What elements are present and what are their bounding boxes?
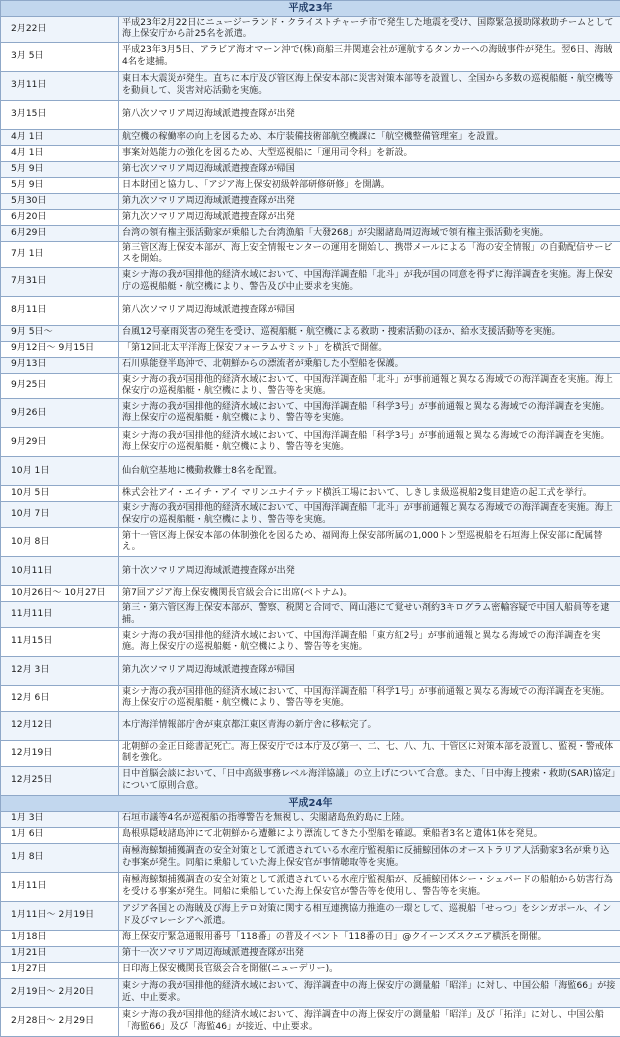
- event-description: アジア各国との海賊及び海上テロ対策に関する相互連携協力推進の一環として、巡視船「せっつ」をシンガポール、インド及びマレーシアへ派遣。: [119, 901, 620, 930]
- year-header-row: [1, 795, 620, 811]
- event-date: 1月18日: [1, 930, 119, 946]
- event-description: 日印海上保安機関長官級会合を開催(ニューデリー)。: [119, 962, 620, 978]
- event-description: 第十次ソマリア周辺海域派遣捜査隊が出発: [119, 557, 620, 586]
- table-row: [1, 457, 620, 486]
- event-description: 台湾の領有権主張活動家が乗船した台湾漁船「大發268」が尖閣諸島周辺海域で領有権主張活動を実施。: [119, 225, 620, 241]
- event-date: 3月 5日: [1, 42, 119, 71]
- event-description: 航空機の稼働率の向上を図るため、本庁装備技術部航空機課に「航空機整備管理室」を設置。: [119, 129, 620, 145]
- event-description: 石川県能登半島沖で、北朝鮮からの漂流者が乗船した小型船を保護。: [119, 357, 620, 373]
- table-row: [1, 766, 620, 795]
- event-description: 第十一管区海上保安本部の体制強化を図るため、福岡海上保安部所属の1,000トン型巡視船を石垣海上保安部に配属替え。: [119, 528, 620, 557]
- event-description: 東シナ海の我が国排他的経済水域において、中国海洋調査船「北斗」が我が国の同意を得ずに海洋調査を実施。海上保安庁の巡視船艇・航空機により、警告及び中止要求を実施。: [119, 267, 620, 296]
- event-date: 12月12日: [1, 711, 119, 740]
- event-date: 6月29日: [1, 225, 119, 241]
- table-row: [1, 225, 620, 241]
- event-description: 南極海鯨類捕獲調査の安全対策として派遣されている水産庁監視船が、反捕鯨団体シー・シェパードの船舶から妨害行為を受ける事案が発生。同船に乗船していた海上保安官が警告等を使用し、警告等を実施。: [119, 872, 620, 901]
- table-row: [1, 42, 620, 71]
- event-description: 島根県隠岐諸島沖にて北朝鮮から遭難により漂流してきた小型船を確認。乗船者3名と遺体1体を発見。: [119, 827, 620, 843]
- event-description: 第7回アジア海上保安機関長官級会合に出席(ベトナム)。: [119, 586, 620, 602]
- event-date: 1月11日～ 2月19日: [1, 901, 119, 930]
- event-description: 平成23年2月22日にニュージーランド・クライストチャーチ市で発生した地震を受け、国際緊急援助隊救助チームとして海上保安庁から計25名を派遣。: [119, 17, 620, 43]
- event-description: 第八次ソマリア周辺海域派遣捜査隊が出発: [119, 100, 620, 129]
- table-row: [1, 17, 620, 43]
- event-description: 東シナ海の我が国排他的経済水域において、中国海洋調査船「科学3号」が事前通報と異なる海域での海洋調査を実施。海上保安庁の巡視船艇・航空機により、警告等を実施。: [119, 428, 620, 457]
- table-row: [1, 373, 620, 399]
- table-row: [1, 946, 620, 962]
- event-description: 東シナ海の我が国排他的経済水域において、海洋調査中の海上保安庁の測量船「昭洋」に対し、中国公船「海監66」が接近、中止要求。: [119, 978, 620, 1007]
- year-header: 平成24年: [1, 795, 620, 811]
- event-description: 海上保安庁緊急通報用番号「118番」の普及イベント「118番の日」@クイーンズスクエア横浜を開催。: [119, 930, 620, 946]
- event-description: 第八次ソマリア周辺海域派遣捜査隊が帰国: [119, 296, 620, 325]
- table-row: [1, 399, 620, 428]
- event-date: 1月21日: [1, 946, 119, 962]
- event-date: 12月 6日: [1, 686, 119, 712]
- event-description: 東シナ海の我が国排他的経済水域において、中国海洋調査船「北斗」が事前通報と異なる海域での海洋調査を実施。海上保安庁の巡視船艇・航空機により、警告等を実施。: [119, 373, 620, 399]
- event-date: 5月 9日: [1, 177, 119, 193]
- event-description: 第三・第六管区海上保安本部が、警察、税関と合同で、岡山港にて覚せい剤約3キログラム密輸容疑で中国人船員等を逮捕。: [119, 602, 620, 628]
- table-row: [1, 872, 620, 901]
- table-row: [1, 296, 620, 325]
- table-row: [1, 428, 620, 457]
- event-date: 4月 1日: [1, 129, 119, 145]
- event-description: 日中首脳会談において、「日中高級事務レベル海洋協議」の立上げについて合意。また、「日中海上捜索・救助(SAR)協定」について原則合意。: [119, 766, 620, 795]
- table-row: [1, 930, 620, 946]
- table-row: [1, 557, 620, 586]
- table-row: [1, 602, 620, 628]
- event-date: 8月11日: [1, 296, 119, 325]
- event-description: 平成23年3月5日、アラビア海オマーン沖で(株)商船三井関連会社が運航するタンカーへの海賊事件が発生。翌6日、海賊4名を逮捕。: [119, 42, 620, 71]
- event-description: 第三管区海上保安本部が、海上安全情報センターの運用を開始し、携帯メールによる「海の安全情報」の自動配信サービスを開始。: [119, 241, 620, 267]
- table-row: [1, 161, 620, 177]
- table-row: [1, 100, 620, 129]
- event-date: 9月13日: [1, 357, 119, 373]
- table-row: [1, 628, 620, 657]
- event-date: 5月 9日: [1, 161, 119, 177]
- event-date: 10月11日: [1, 557, 119, 586]
- event-description: 東シナ海の我が国排他的経済水域において、中国海洋調査船「東方紅2号」が事前通報と異なる海域での海洋調査を実施。海上保安庁の巡視船艇・航空機により、警告等を実施。: [119, 628, 620, 657]
- table-row: [1, 686, 620, 712]
- year-header-row: [1, 1, 620, 17]
- event-date: 2月28日～ 2月29日: [1, 1007, 119, 1036]
- table-row: [1, 177, 620, 193]
- event-date: 5月30日: [1, 193, 119, 209]
- table-row: [1, 811, 620, 827]
- event-date: 12月19日: [1, 740, 119, 766]
- event-date: 7月31日: [1, 267, 119, 296]
- event-date: 1月 6日: [1, 827, 119, 843]
- table-row: [1, 827, 620, 843]
- event-date: 12月25日: [1, 766, 119, 795]
- event-date: 7月 1日: [1, 241, 119, 267]
- event-date: 10月 5日: [1, 486, 119, 502]
- event-description: 東シナ海の我が国排他的経済水域において、海洋調査中の海上保安庁の測量船「昭洋」及び「拓洋」に対し、中国公船「海監66」及び「海監46」が接近、中止要求。: [119, 1007, 620, 1036]
- table-row: [1, 657, 620, 686]
- event-description: 本庁海洋情報部庁舎が東京都江東区青海の新庁舎に移転完了。: [119, 711, 620, 740]
- event-description: 北朝鮮の金正日総書記死亡。海上保安庁では本庁及び第一、二、七、八、九、十管区に対策本部を設置し、監視・警戒体制を強化。: [119, 740, 620, 766]
- event-description: 第十一次ソマリア周辺海域派遣捜査隊が出発: [119, 946, 620, 962]
- table-row: [1, 711, 620, 740]
- table-row: [1, 145, 620, 161]
- event-date: 10月26日～ 10月27日: [1, 586, 119, 602]
- table-row: [1, 901, 620, 930]
- event-date: 9月26日: [1, 399, 119, 428]
- event-date: 10月 8日: [1, 528, 119, 557]
- table-row: [1, 528, 620, 557]
- event-description: 仙台航空基地に機動救難士8名を配置。: [119, 457, 620, 486]
- table-row: [1, 502, 620, 528]
- event-date: 3月11日: [1, 71, 119, 100]
- table-row: [1, 962, 620, 978]
- event-description: 事案対処能力の強化を図るため、大型巡視船に「運用司令科」を新設。: [119, 145, 620, 161]
- event-date: 6月20日: [1, 209, 119, 225]
- event-description: 第九次ソマリア周辺海域派遣捜査隊が出発: [119, 209, 620, 225]
- event-description: 東シナ海の我が国排他的経済水域において、中国海洋調査船「科学1号」が事前通報と異なる海域での海洋調査を実施。海上保安庁の巡視船艇・航空機により、警告等を実施。: [119, 686, 620, 712]
- event-description: 東シナ海の我が国排他的経済水域において、中国海洋調査船「科学3号」が事前通報と異なる海域での海洋調査を実施。海上保安庁の巡視船艇・航空機により、警告等を実施。: [119, 399, 620, 428]
- table-row: [1, 267, 620, 296]
- year-header: 平成23年: [1, 1, 620, 17]
- event-date: 1月11日: [1, 872, 119, 901]
- event-date: 11月15日: [1, 628, 119, 657]
- event-date: 3月15日: [1, 100, 119, 129]
- event-description: 株式会社アイ・エイチ・アイ マリンユナイテッド横浜工場において、しきしま級巡視船2隻目建造の起工式を挙行。: [119, 486, 620, 502]
- event-date: 10月 1日: [1, 457, 119, 486]
- event-date: 9月 5日～: [1, 325, 119, 341]
- table-row: [1, 486, 620, 502]
- event-date: 9月12日～ 9月15日: [1, 341, 119, 357]
- event-date: 4月 1日: [1, 145, 119, 161]
- event-date: 9月25日: [1, 373, 119, 399]
- event-description: 台風12号豪雨災害の発生を受け、巡視船艇・航空機による救助・捜索活動のほか、給水支援活動等を実施。: [119, 325, 620, 341]
- event-description: 石垣市議等4名が巡視船の指導警告を無視し、尖閣諸島魚釣島に上陸。: [119, 811, 620, 827]
- event-date: 1月 8日: [1, 843, 119, 872]
- table-row: [1, 978, 620, 1007]
- event-date: 12月 3日: [1, 657, 119, 686]
- table-row: [1, 325, 620, 341]
- table-row: [1, 357, 620, 373]
- table-row: [1, 129, 620, 145]
- event-description: 東日本大震災が発生。直ちに本庁及び管区海上保安本部に災害対策本部等を設置し、全国から多数の巡視船艇・航空機等を動員して、災害対応活動を実施。: [119, 71, 620, 100]
- table-row: [1, 740, 620, 766]
- event-description: 第九次ソマリア周辺海域派遣捜査隊が帰国: [119, 657, 620, 686]
- table-row: [1, 209, 620, 225]
- table-row: [1, 341, 620, 357]
- table-row: [1, 241, 620, 267]
- event-date: 2月19日～ 2月20日: [1, 978, 119, 1007]
- event-date: 1月27日: [1, 962, 119, 978]
- event-date: 1月 3日: [1, 811, 119, 827]
- table-row: [1, 71, 620, 100]
- table-row: [1, 193, 620, 209]
- event-date: 11月11日: [1, 602, 119, 628]
- event-description: 東シナ海の我が国排他的経済水域において、中国海洋調査船「北斗」が事前通報と異なる海域での海洋調査を実施。海上保安庁の巡視船艇・航空機により、警告等を実施。: [119, 502, 620, 528]
- event-description: 「第12回北太平洋海上保安フォーラムサミット」を横浜で開催。: [119, 341, 620, 357]
- event-description: 南極海鯨類捕獲調査の安全対策として派遣されている水産庁監視船に反捕鯨団体のオーストラリア人活動家3名が乗り込む事案が発生。同船に乗船していた海上保安官が事情聴取等を実施。: [119, 843, 620, 872]
- event-date: 2月22日: [1, 17, 119, 43]
- table-row: [1, 1007, 620, 1036]
- event-date: 10月 7日: [1, 502, 119, 528]
- event-description: 第九次ソマリア周辺海域派遣捜査隊が出発: [119, 193, 620, 209]
- event-description: 日本財団と協力し、「アジア海上保安初級幹部研修研修」を開講。: [119, 177, 620, 193]
- table-row: [1, 586, 620, 602]
- event-description: 第七次ソマリア周辺海域派遣捜査隊が帰国: [119, 161, 620, 177]
- table-row: [1, 843, 620, 872]
- event-date: 9月29日: [1, 428, 119, 457]
